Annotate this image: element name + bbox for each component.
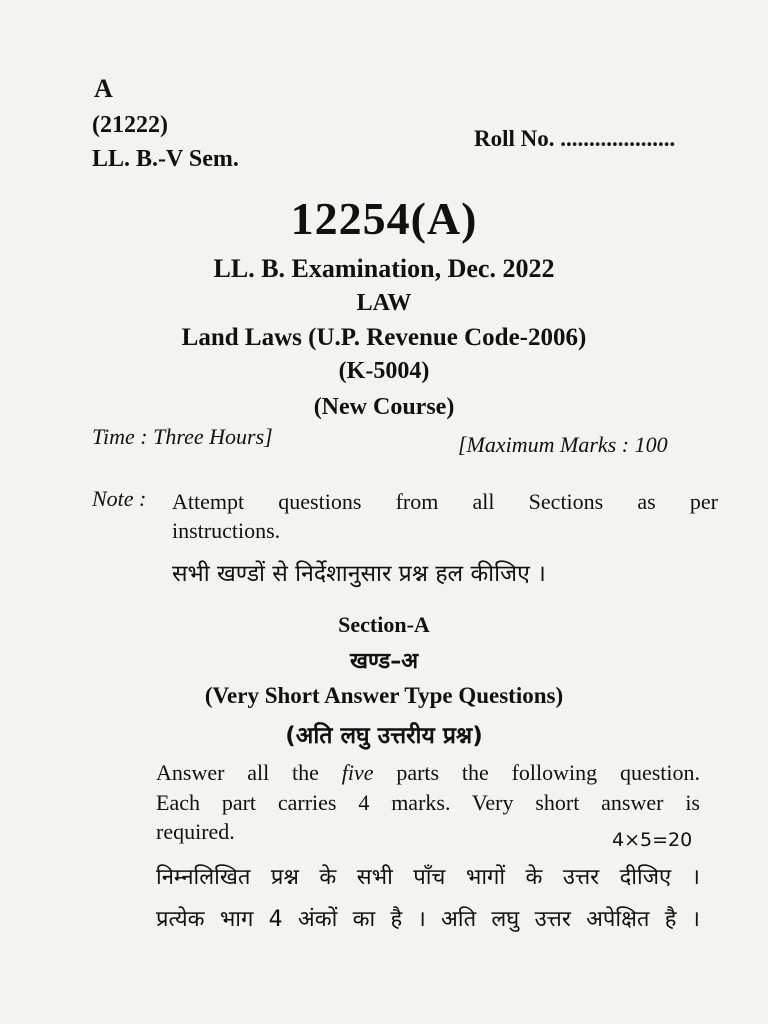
section-title: Section-A <box>338 612 430 637</box>
instruction-hindi-line: निम्नलिखित प्रश्न के सभी पाँच भागों के उत्तर दीजिए । <box>156 865 700 890</box>
instruction-line: Each part carries 4 marks. Very short answer is <box>156 790 700 815</box>
roll-number-field: Roll No. .................... <box>474 126 676 151</box>
paper-code: (21222) <box>92 112 168 138</box>
set-letter: A <box>94 74 113 103</box>
paper-id: (K-5004) <box>338 358 430 384</box>
instruction-line: required. <box>156 819 235 844</box>
paper-title: Land Laws (U.P. Revenue Code-2006) <box>181 324 587 351</box>
note-text-line: instructions. <box>172 518 281 543</box>
note-text-line: Attempt questions from all Sections as per <box>172 489 718 514</box>
exam-number: 12254(A) <box>290 193 478 244</box>
instruction-hindi-line: प्रत्येक भाग 4 अंकों का है । अति लघु उत्तर अपेक्षित है । <box>156 907 700 932</box>
question-type-hindi: (अति लघु उत्तरीय प्रश्न) <box>285 723 483 749</box>
instruction-line: Answer all the five parts the following question. <box>156 760 700 785</box>
time-allowed: Time : Three Hours] <box>92 424 273 449</box>
exam-name: LL. B. Examination, Dec. 2022 <box>213 254 555 283</box>
course-name: LL. B.-V Sem. <box>92 146 239 172</box>
note-hindi-text: सभी खण्डों से निर्देशानुसार प्रश्न हल कीजिए । <box>172 561 546 587</box>
question-type: (Very Short Answer Type Questions) <box>204 683 564 708</box>
marks-scheme: 4×5=20 <box>612 829 693 851</box>
maximum-marks: [Maximum Marks : 100 <box>458 432 668 457</box>
course-type: (New Course) <box>313 394 455 420</box>
section-title-hindi: खण्ड–अ <box>349 649 419 674</box>
subject: LAW <box>356 290 412 316</box>
emphasis-word: five <box>341 760 374 785</box>
note-label: Note : <box>92 486 147 511</box>
